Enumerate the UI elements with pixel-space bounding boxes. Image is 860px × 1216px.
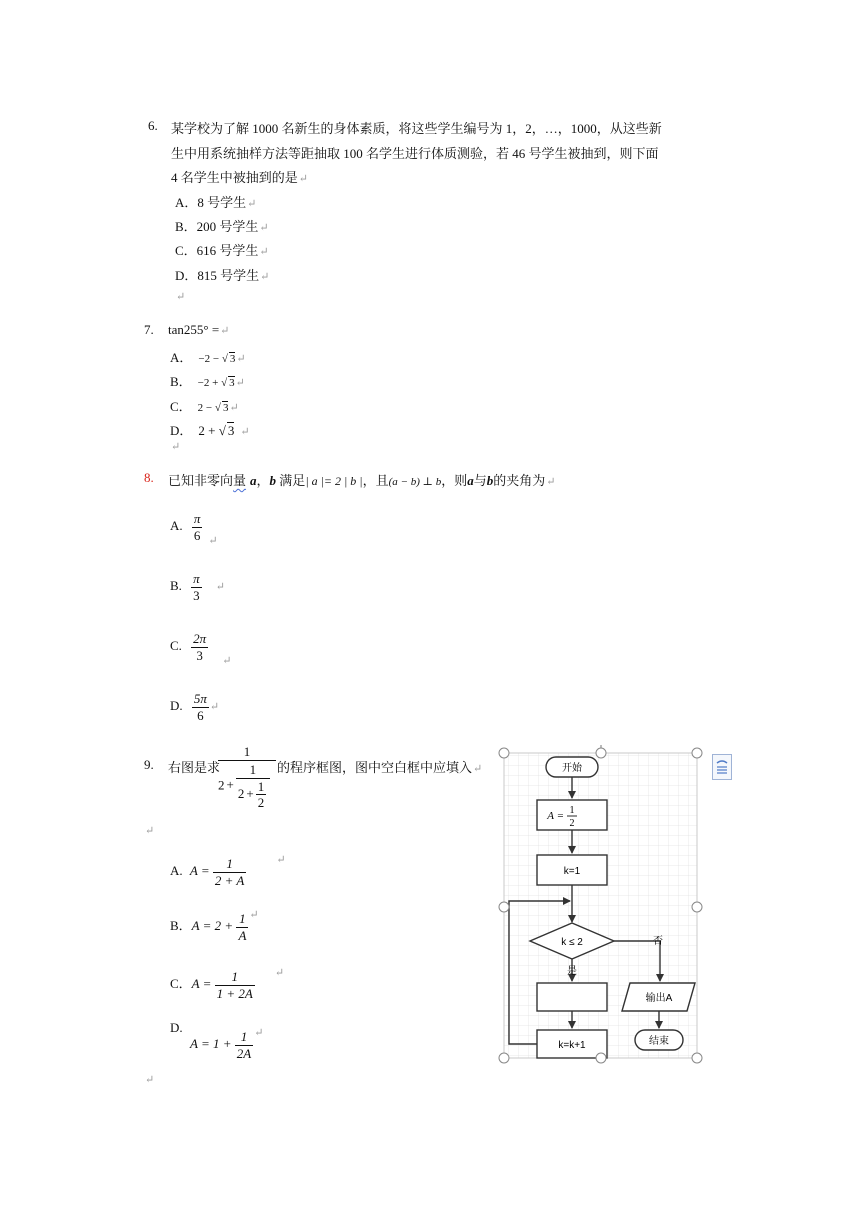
k-init-label: k=1 xyxy=(563,866,581,877)
q6-option-a: A．8 号学生↵ xyxy=(175,195,257,210)
q6-option-b: B．200 号学生↵ xyxy=(175,219,269,234)
layout-options-icon xyxy=(713,755,731,779)
q9-stem-tail: 的程序框图，图中空白框中应填入↵ xyxy=(277,760,483,775)
resize-handle[interactable] xyxy=(692,748,702,758)
q9-number: 9. xyxy=(144,757,154,772)
q6-number: 6. xyxy=(148,118,158,133)
q6-stem-line1: 某学校为了解 1000 名新生的身体素质，将这些学生编号为 1，2，…，1000，从这些新 xyxy=(171,121,662,136)
yes-label: 是 xyxy=(567,966,577,977)
q8-option-d: D. $\frac{5\pi}{6}$ ↵ xyxy=(170,691,220,723)
paragraph-mark: ↵ xyxy=(176,291,186,303)
flowchart-image[interactable] xyxy=(498,745,730,1065)
resize-handle[interactable] xyxy=(499,748,509,758)
flowchart-grid xyxy=(504,753,697,1058)
q9-option-b: B．A = 2 + $\frac{1}{A}$ ↵ xyxy=(170,909,259,943)
q8-number: 8. xyxy=(144,470,154,485)
q6-stem-line2: 生中用系统抽样方法等距抽取 100 名学生进行体质测验，若 46 号学生被抽到，则下面 xyxy=(171,146,659,161)
q9-stem-lead: 右图是求 xyxy=(168,760,221,775)
init-a-den: 2 xyxy=(569,818,575,829)
q9-continued-fraction: 1 2 + 1 2 + $\frac{1}{2}$ xyxy=(218,744,276,810)
no-label: 否 xyxy=(653,936,663,947)
paragraph-mark: ↵ xyxy=(145,1074,155,1086)
q7-stem: tan255° =↵ xyxy=(168,322,230,337)
resize-handle[interactable] xyxy=(499,902,509,912)
resize-handle[interactable] xyxy=(499,1053,509,1063)
q6-option-d: D．815 号学生↵ xyxy=(175,268,270,283)
q7-option-d: D． 2 + √ 3 ↵ xyxy=(170,423,250,438)
init-a-num: 1 xyxy=(569,805,575,816)
resize-handle[interactable] xyxy=(596,748,606,758)
q8-option-c: C. $\frac{2\pi}{3}$ $_↵$ xyxy=(170,631,232,668)
q9-option-c: C．A = $\frac{1}{1 + 2A}$ ↵ xyxy=(170,967,285,1001)
q8-stem: 已知非零向量 a，b 满足| a |= 2 | b |，且(a − b) ⊥ b，则a与b的夹角为↵ xyxy=(168,473,556,488)
q8-option-b: B. $\frac{\pi}{3}$ ↵ xyxy=(170,571,225,603)
q7-option-a: A． −2 − √ 3↵ xyxy=(170,350,246,365)
q7-option-b: B． −2 + √ 3↵ xyxy=(170,374,245,389)
q6-option-c: C．616 号学生↵ xyxy=(175,243,269,258)
paragraph-mark: ↵ xyxy=(171,441,181,453)
condition-label: k ≤ 2 xyxy=(561,937,583,948)
q6-stem-line3: 4 名学生中被抽到的是↵ xyxy=(171,170,308,185)
blank-process-box xyxy=(537,983,607,1011)
increment-label: k=k+1 xyxy=(558,1040,586,1051)
q9-option-a: A. A = $\frac{1}{2 + A}$ ↵ xyxy=(170,854,286,888)
q8-option-a: A. $\frac{\pi}{6}$ $_↵$ xyxy=(170,511,218,548)
start-label: 开始 xyxy=(562,763,582,774)
q7-number: 7. xyxy=(144,322,154,337)
resize-handle[interactable] xyxy=(692,902,702,912)
resize-handle[interactable] xyxy=(692,1053,702,1063)
resize-handle[interactable] xyxy=(596,1053,606,1063)
q9-option-d-label: D. xyxy=(170,1020,183,1035)
init-a-lhs: A = xyxy=(547,810,564,822)
q9-option-d: A = 1 + $\frac{1}{2A}$ ↵ xyxy=(190,1027,264,1061)
paragraph-mark: ↵ xyxy=(145,825,155,837)
q7-option-c: C． 2 − √ 3↵ xyxy=(170,399,239,414)
end-label: 结束 xyxy=(649,1036,669,1047)
layout-options-button[interactable] xyxy=(712,754,732,780)
output-label: 输出A xyxy=(645,993,673,1004)
